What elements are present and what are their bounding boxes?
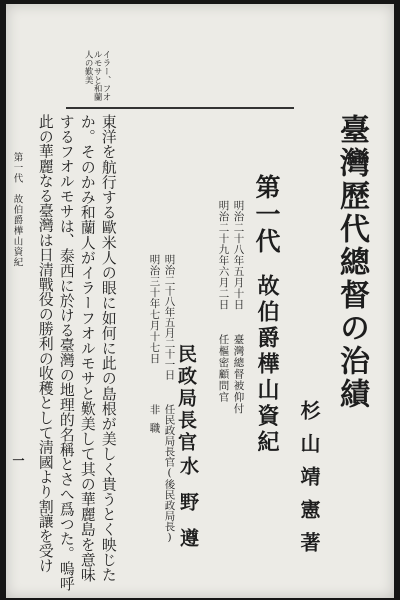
appointment-date: 明治二十八年五月十日 (232, 200, 245, 310)
chapter-heading: 第一代 (252, 174, 281, 255)
page-number: 一 (11, 454, 25, 466)
civil-appointment-date: 明治三十年七月十七日 (148, 254, 161, 364)
margin-note: イラー、フオルモサと和蘭人の歎美 (83, 50, 111, 101)
book-page (6, 4, 394, 598)
civil-appointment-date: 明治二十八年五月二十一日 (163, 254, 176, 380)
appointment-post: 臺灣總督被仰付 (232, 334, 245, 415)
running-head: 第一代 故伯爵樺山資紀 (11, 152, 23, 268)
civil-governor-name: 水野遵 (177, 456, 199, 564)
civil-appointment-post: 非職 (148, 404, 161, 441)
body-text-line: か。そのかみ和蘭人がイラーフオルモサと歎美して其の華麗島を意味 (78, 114, 96, 583)
civil-appointment-post: 任民政局長官(後民政局長) (163, 404, 176, 544)
governor-name: 故伯爵樺山資紀 (254, 274, 280, 456)
civil-governor-title: 民政局長官 (175, 344, 197, 454)
appointment-post: 任樞密顧問官 (217, 334, 230, 403)
body-text-line: 此の華麗なる臺灣は日清戰役の勝利の收穫として淸國より割讓を受け (36, 114, 54, 573)
body-text-line: するフオルモサは、泰西に於ける臺灣の地理的名稱とさへ爲つた。嗚呼 (57, 114, 75, 591)
body-text-line: 東洋を航行する歐米人の眼に如何に此の島根が美しく貴うとく映じた (99, 114, 117, 583)
book-title: 臺灣歷代總督の治績 (334, 114, 369, 411)
header-rule (66, 107, 294, 109)
appointment-date: 明治二十九年六月二日 (217, 200, 230, 310)
author-byline: 杉山靖憲著 (297, 400, 321, 565)
